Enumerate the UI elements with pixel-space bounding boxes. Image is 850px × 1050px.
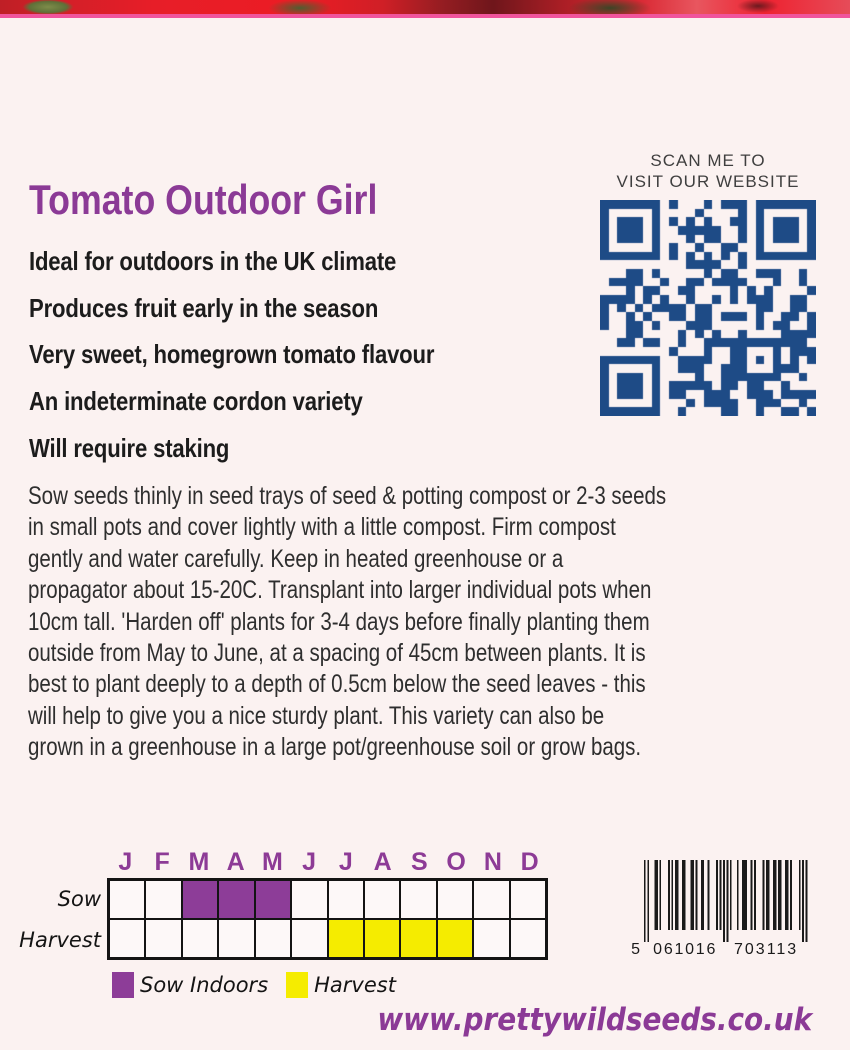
barcode-bar — [696, 860, 698, 930]
calendar-row-label: Sow — [57, 886, 101, 911]
barcode-bar — [684, 860, 686, 930]
calendar-cell — [473, 880, 509, 919]
feature-list — [29, 238, 506, 472]
sowing-instructions — [28, 481, 828, 764]
feature-line: Will require staking — [29, 432, 230, 463]
barcode-bar — [775, 860, 777, 930]
calendar-cell — [291, 880, 327, 919]
legend-label: Harvest — [314, 973, 396, 997]
barcode-bar — [799, 860, 801, 930]
month-label: J — [338, 848, 353, 876]
qr-caption-line1: SCAN ME TO — [650, 151, 766, 170]
month-label: A — [373, 848, 392, 876]
barcode-digits: 5 — [631, 941, 640, 958]
calendar-cell — [255, 880, 291, 919]
calendar-cell — [328, 880, 364, 919]
barcode-bar — [744, 860, 746, 930]
instructions-line: outside from May to June, at a spacing of 45cm between plants. It is — [28, 639, 646, 668]
barcode-bar — [773, 860, 775, 930]
barcode-bar — [768, 860, 770, 930]
barcode-bar — [785, 860, 787, 930]
calendar-row-label: Harvest — [19, 927, 101, 952]
calendar-cell — [510, 880, 546, 919]
month-label: M — [188, 848, 210, 876]
legend-label: Sow Indoors — [140, 973, 269, 997]
month-label: J — [118, 848, 133, 876]
barcode-bar — [737, 860, 739, 930]
calendar-cell — [437, 919, 473, 958]
calendar-cell — [473, 919, 509, 958]
barcode-bar — [751, 860, 753, 930]
barcode-bar — [702, 860, 704, 930]
calendar-cell — [218, 880, 254, 919]
calendar-cell — [145, 880, 181, 919]
calendar-cell — [182, 919, 218, 958]
barcode-bar — [644, 860, 646, 942]
month-label: M — [261, 848, 283, 876]
calendar-cell — [510, 919, 546, 958]
instructions-line: will help to give you a nice sturdy plant. This variety can also be — [28, 701, 605, 730]
calendar-cell — [291, 919, 327, 958]
calendar-cell — [400, 880, 436, 919]
qr-caption-line2: VISIT OUR WEBSITE — [616, 172, 800, 191]
barcode-bar — [654, 860, 656, 930]
instructions-line: in small pots and cover lightly with a little compost. Firm compost — [28, 513, 616, 542]
barcode-bar — [790, 860, 792, 930]
instructions-line: 10cm tall. 'Harden off' plants for 3-4 days before finally planting them — [28, 607, 650, 636]
page-title: Tomato Outdoor Girl — [29, 176, 378, 223]
divider-line — [0, 14, 850, 18]
barcode-bar — [701, 860, 703, 930]
month-label: D — [520, 848, 539, 876]
barcode-digits: 703113 — [734, 941, 797, 958]
instructions-line: best to plant deeply to a depth of 0.5cm below the seed leaves - this — [28, 670, 646, 699]
calendar-legend — [112, 972, 396, 998]
barcode-bar — [806, 860, 808, 942]
website-url: www.prettywildseeds.co.uk — [377, 1002, 812, 1038]
calendar-cell — [400, 919, 436, 958]
barcode-bar — [716, 860, 718, 930]
calendar-cell — [182, 880, 218, 919]
qr-code-icon — [600, 200, 816, 416]
instructions-line: Sow seeds thinly in seed trays of seed & potting compost or 2-3 seeds — [28, 482, 667, 510]
barcode-bar — [754, 860, 756, 930]
barcode-bar — [672, 860, 674, 930]
month-label: N — [483, 848, 502, 876]
tomato-photo-strip — [0, 0, 850, 14]
barcode-digits: 061016 — [653, 941, 716, 958]
barcode-bar — [720, 860, 722, 930]
legend-item — [112, 972, 268, 998]
month-label: F — [154, 848, 170, 876]
month-label: O — [446, 848, 466, 876]
instructions-line: gently and water carefully. Keep in heated greenhouse or a — [28, 544, 564, 573]
barcode-bar — [647, 860, 649, 942]
barcode-bar — [742, 860, 744, 930]
legend-swatch-harvest — [286, 972, 308, 998]
calendar-cell — [437, 880, 473, 919]
instructions-line: propagator about 15-20C. Transplant into larger individual pots when — [28, 576, 652, 605]
barcode-bar — [787, 860, 789, 930]
barcode-bar — [727, 860, 729, 942]
barcode-bar — [780, 860, 782, 930]
month-label: J — [302, 848, 317, 876]
barcode-bar — [766, 860, 768, 930]
barcode-bar — [656, 860, 658, 930]
barcode-bar — [668, 860, 670, 930]
legend-item — [286, 972, 396, 998]
feature-line: Ideal for outdoors in the UK climate — [29, 246, 397, 276]
barcode-bar — [659, 860, 661, 930]
barcode-bar — [745, 860, 747, 930]
calendar-cell — [255, 919, 291, 958]
feature-line: An indeterminate cordon variety — [29, 386, 363, 417]
barcode-bar — [690, 860, 692, 930]
barcode-bar — [675, 860, 677, 930]
calendar-cell — [328, 919, 364, 958]
calendar-cell — [364, 880, 400, 919]
month-label: A — [226, 848, 245, 876]
barcode-bar — [677, 860, 679, 930]
calendar-cell — [145, 919, 181, 958]
feature-line: Very sweet, homegrown tomato flavour — [29, 339, 435, 370]
feature-line: Produces fruit early in the season — [29, 292, 379, 323]
calendar-cell — [364, 919, 400, 958]
barcode-bar — [708, 860, 710, 930]
calendar-cell — [109, 919, 145, 958]
barcode-bar — [802, 860, 804, 942]
barcode-icon — [622, 858, 822, 958]
month-label: S — [411, 848, 428, 876]
qr-caption — [597, 150, 819, 192]
barcode-bar — [778, 860, 780, 930]
calendar-cell — [218, 919, 254, 958]
calendar-month-row — [107, 849, 548, 876]
barcode-bar — [692, 860, 694, 930]
calendar-cell — [109, 880, 145, 919]
barcode-bar — [682, 860, 684, 930]
legend-swatch-sow — [112, 972, 134, 998]
barcode-bar — [730, 860, 732, 930]
barcode-bar — [723, 860, 725, 942]
calendar-table — [107, 878, 548, 960]
instructions-line: grown in a greenhouse in a large pot/greenhouse soil or grow bags. — [28, 733, 642, 762]
barcode-bar — [763, 860, 765, 930]
